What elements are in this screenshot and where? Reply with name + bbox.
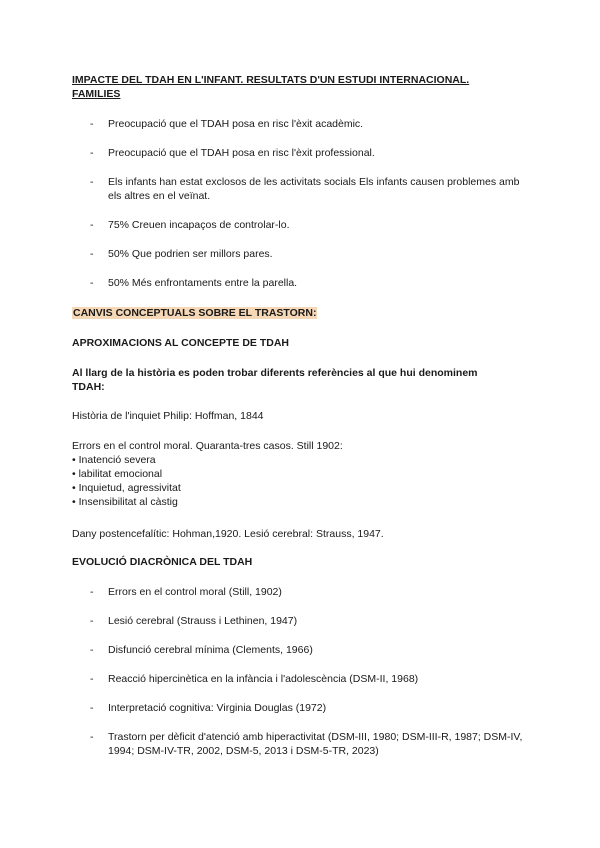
dany-line: Dany postencefalític: Hohman,1920. Lesió cerebral: Strauss, 1947. [72,528,384,540]
history-line: Història de l'inquiet Philip: Hoffman, 1844 [72,410,264,422]
list-item: - Interpretació cognitiva: Virginia Douglas (1972) [90,702,327,714]
moral-bullet: • Inquietud, agressivitat [72,482,181,494]
moral-block: Errors en el control moral. Quaranta-tres casos. Still 1902: • Inatenció severa • labilitat emocional • Inquietud, agressivitat • Insensibilitat al càstig [72,439,532,509]
section-heading-evolucio: EVOLUCIÓ DIACRÒNICA DEL TDAH [72,556,253,568]
page-title [72,73,522,101]
list-item: - 50% Més enfrontaments entre la parella. [90,277,298,289]
list-item: - Lesió cerebral (Strauss i Lethinen, 1947) [90,615,298,627]
list-item: - 75% Creuen incapaços de controlar-lo. [90,219,290,231]
moral-bullet: • Inatenció severa [72,454,156,466]
list-item: - Trastorn per dèficit d'atenció amb hiperactivitat (DSM-III, 1980; DSM-III-R, 1987; DSM-IV, 1994; DSM-IV-TR, 2002, DSM-5, 2013 i DSM-5-TR, 2023) [90,731,523,757]
moral-bullet: • labilitat emocional [72,468,163,480]
list-item: - Disfunció cerebral mínima (Clements, 1966) [90,644,313,656]
evolucio-list [72,585,532,758]
title-line-1: IMPACTE DEL TDAH EN L'INFANT. RESULTATS D'UN ESTUDI INTERNACIONAL. [72,74,470,86]
section-heading-canvis: CANVIS CONCEPTUALS SOBRE EL TRASTORN: [73,307,317,319]
list-item: - Preocupació que el TDAH posa en risc l'èxit acadèmic. [90,118,364,130]
title-line-2: FAMILIES [72,88,121,100]
family-list [72,117,532,290]
list-item: - Els infants han estat exclosos de les activitats socials Els infants causen problemes amb els altres en el veïnat. [90,176,520,202]
list-item: - 50% Que podrien ser millors pares. [90,248,273,260]
section-heading-aproximacions: APROXIMACIONS AL CONCEPTE DE TDAH [72,337,290,349]
moral-bullet: • Insensibilitat al càstig [72,496,178,508]
intro-paragraph: Al llarg de la història es poden trobar diferents referències al que hui denominem TDAH: [72,367,478,393]
list-item: - Preocupació que el TDAH posa en risc l'èxit professional. [90,147,375,159]
list-item: - Errors en el control moral (Still, 1902) [90,586,282,598]
list-item: - Reacció hipercinètica en la infància i l'adolescència (DSM-II, 1968) [90,673,419,685]
